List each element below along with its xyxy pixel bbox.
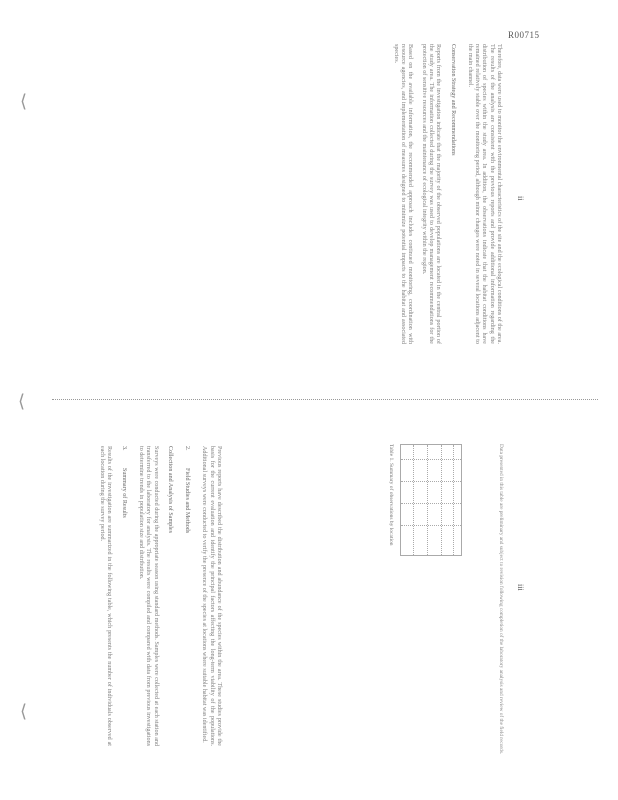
upper-page-number: ii <box>516 196 525 201</box>
table-footnote: Data presented in this table are preliminary and subject to revision following completion of the laboratory analysis and review of the field records. <box>498 444 504 755</box>
table-rule <box>413 445 414 555</box>
lower-paragraph-1: Previous reports have described the distribution and abundance of the species within the area. These studies provide the basis for the current evaluation and identify the principal factors affecting the long-term viability of the populations. Additional surveys were conducted to verify the presence of the species at locations where suitable habitat was identified. <box>201 446 222 746</box>
table-rule <box>401 525 461 526</box>
lower-page-text <box>92 446 222 746</box>
lower-paragraph-3: Results of the investigation are summarized in the following table, which presents the number of individuals observed at each location during the survey period. <box>99 446 113 746</box>
lower-page-number: iii <box>516 584 525 591</box>
table-caption: Table 1. Summary of observations by location <box>388 444 394 546</box>
table-rule <box>401 459 461 460</box>
heading-2-text: Summary of Results <box>120 468 127 518</box>
upper-page-text <box>385 44 502 344</box>
heading-1-number: 2. <box>184 446 191 451</box>
upper-paragraph-2: Reports from the investigation indicate that the majority of the observed populations are located in the central portion of the study area. The information collected during the survey was used to develop management recommendations for the protection of sensitive resources and the maintenance of ecological integrity within the region. <box>420 44 442 344</box>
table-rule <box>401 503 461 504</box>
upper-heading: Conservation Strategy and Recommendations <box>449 44 456 156</box>
table-rule <box>401 481 461 482</box>
left-margin-curl-bottom: ⟨ <box>20 701 28 721</box>
table-rule <box>427 445 428 555</box>
upper-paragraph-3: Based on the available information, the recommended approach includes continued monitoring, coordination with resource agencies, and implementation of measures designed to minimize potential impacts to the habitat and associated species. <box>392 44 414 344</box>
left-margin-curl-middle: ⟨ <box>18 391 26 411</box>
left-margin-curl-top: ⟨ <box>20 91 28 111</box>
lower-heading-2 <box>119 446 126 746</box>
upper-paragraph-1: Therefore, data were used to monitor the environmental characteristics of the site and the ecological conditions of the area. The results of the analysis are consistent with the previous reports and provide additional information regarding the distribution of species within the study area. In addition, the observations indicate that the habitat conditions have remained relatively stable over the monitoring period, although minor changes were noted in several locations adjacent to the main channel. <box>466 44 502 344</box>
lower-heading-1 <box>183 446 190 746</box>
document-id: R00715 <box>508 30 540 40</box>
lower-paragraph-2: Surveys were conducted during the appropriate season using standard methods. Samples were collected at each station and transferred to the laboratory for analysis. The results were compiled and compared with data from previous investigations to determine trends in population size and distribution. <box>137 446 159 746</box>
heading-2-number: 3. <box>120 446 127 451</box>
table-rule <box>441 445 442 555</box>
page-divider <box>52 399 598 400</box>
table-rule <box>453 445 454 555</box>
data-table <box>400 444 462 556</box>
lower-subheading: Collection and Analysis of Samples <box>166 446 173 533</box>
heading-1-text: Field Studies and Methods <box>184 468 191 534</box>
